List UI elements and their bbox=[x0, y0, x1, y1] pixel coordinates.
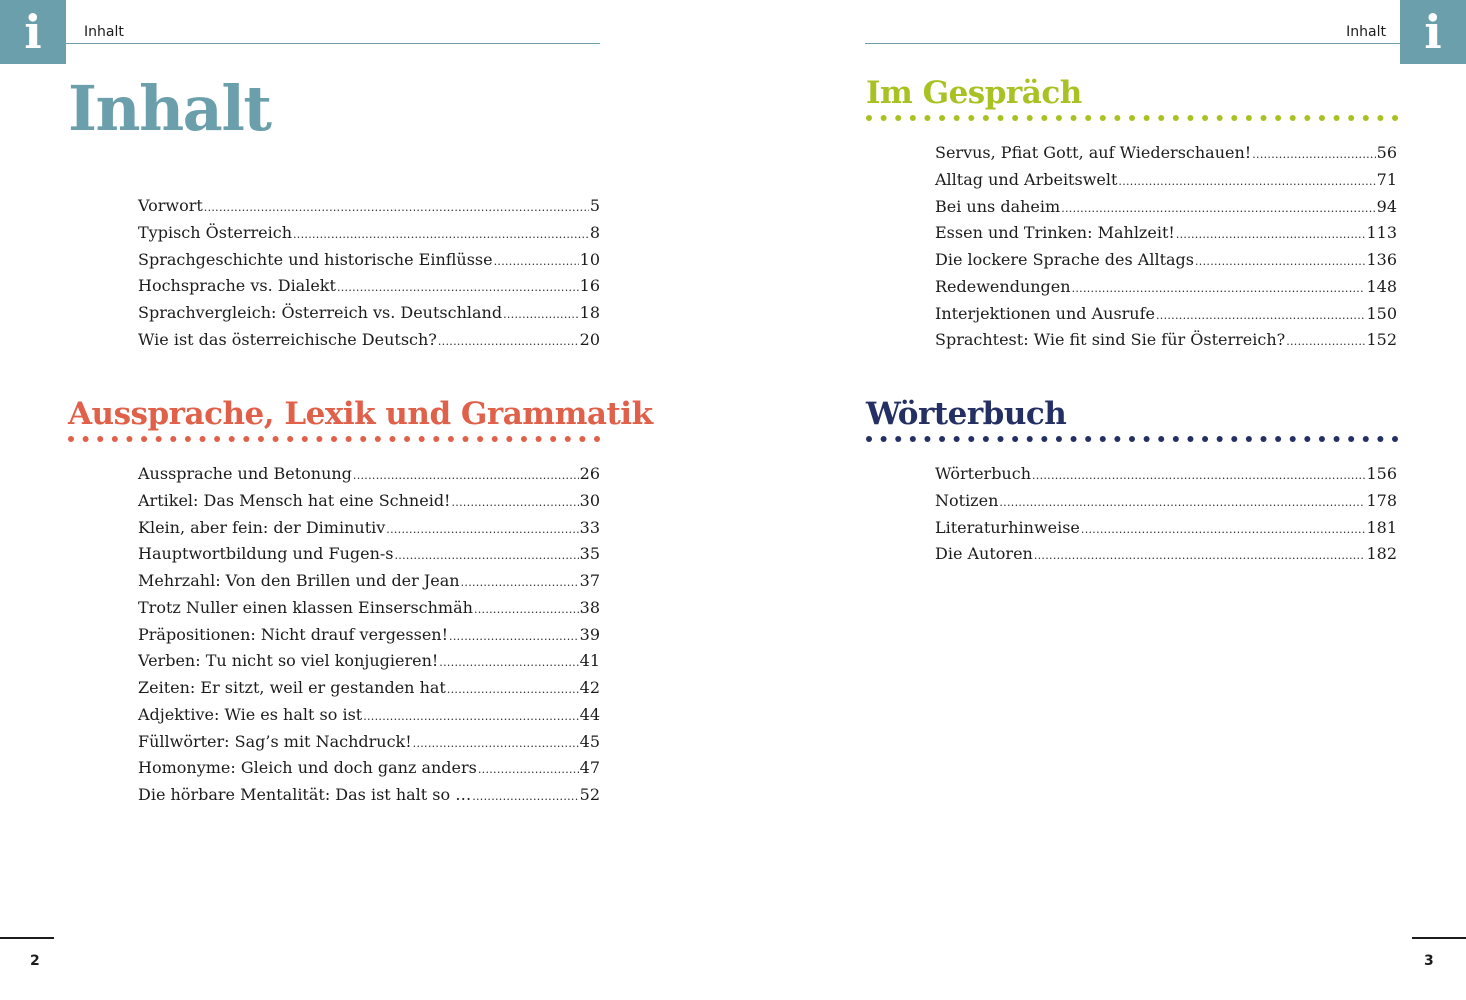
toc-entry-page: 45 bbox=[579, 731, 600, 751]
toc-entry[interactable] bbox=[138, 518, 600, 545]
dot bbox=[1217, 115, 1223, 121]
info-badge-icon: i bbox=[0, 0, 66, 64]
dot bbox=[939, 115, 945, 121]
dot-leader bbox=[447, 678, 579, 697]
dot-leader bbox=[395, 544, 579, 563]
toc-entry-page: 18 bbox=[579, 303, 600, 322]
toc-entry-page: 35 bbox=[579, 544, 600, 564]
dot bbox=[1304, 436, 1310, 442]
toc-entry-title: Die lockere Sprache des Alltags bbox=[935, 250, 1195, 269]
toc-entry-page: 156 bbox=[1366, 464, 1397, 483]
toc-entry-title: Wie ist das österreichische Deutsch? bbox=[138, 329, 437, 349]
toc-entry[interactable] bbox=[138, 223, 600, 250]
dot bbox=[983, 436, 989, 442]
dotted-rule-aussprache bbox=[68, 435, 600, 443]
toc-entry-page: 42 bbox=[579, 678, 600, 697]
dot bbox=[1202, 436, 1208, 442]
dot bbox=[521, 436, 527, 442]
toc-entry[interactable] bbox=[138, 330, 600, 357]
dot bbox=[998, 115, 1004, 121]
dot-leader bbox=[503, 303, 579, 322]
dot bbox=[273, 436, 279, 442]
section-heading-im-gespraech: Im Gespräch bbox=[866, 75, 1082, 111]
toc-entry-title: Bei uns daheim bbox=[935, 196, 1061, 216]
dot bbox=[1100, 115, 1106, 121]
toc-entry[interactable] bbox=[138, 491, 600, 518]
dot bbox=[968, 115, 974, 121]
toc-entry-title: Interjektionen und Ausrufe bbox=[935, 303, 1155, 323]
dot bbox=[433, 436, 439, 442]
toc-entry-title: Verben: Tu nicht so viel konjugieren! bbox=[138, 651, 439, 671]
toc-entry[interactable] bbox=[935, 223, 1397, 250]
toc-entry-page: 150 bbox=[1366, 303, 1397, 323]
dot bbox=[1304, 115, 1310, 121]
toc-entry-page: 41 bbox=[579, 651, 600, 671]
dot bbox=[866, 436, 872, 442]
dot bbox=[477, 436, 483, 442]
toc-entry-title: Artikel: Das Mensch hat eine Schneid! bbox=[138, 490, 451, 510]
dot bbox=[1085, 115, 1091, 121]
dot-leader bbox=[363, 705, 578, 724]
dot bbox=[1319, 436, 1325, 442]
dot bbox=[1158, 436, 1164, 442]
dot bbox=[1012, 436, 1018, 442]
dot bbox=[1377, 436, 1383, 442]
dot bbox=[1129, 115, 1135, 121]
toc-entry-page: 71 bbox=[1376, 169, 1397, 189]
dot bbox=[229, 436, 235, 442]
toc-entry[interactable] bbox=[935, 304, 1397, 331]
dot bbox=[1363, 115, 1369, 121]
dot bbox=[1056, 115, 1062, 121]
section-heading-woerterbuch: Wörterbuch bbox=[866, 396, 1067, 432]
dot-leader bbox=[478, 758, 579, 777]
page-number-right: 3 bbox=[1424, 953, 1434, 969]
dot bbox=[141, 436, 147, 442]
toc-entry-title: Alltag und Arbeitswelt bbox=[935, 169, 1118, 189]
toc-entry[interactable] bbox=[138, 732, 600, 759]
toc-entry-page: 26 bbox=[579, 464, 600, 483]
dot bbox=[1027, 436, 1033, 442]
toc-entry-page: 178 bbox=[1366, 490, 1397, 510]
dot bbox=[1275, 436, 1281, 442]
dot bbox=[360, 436, 366, 442]
toc-entry-title: Füllwörter: Sag’s mit Nachdruck! bbox=[138, 731, 412, 751]
dot bbox=[126, 436, 132, 442]
toc-entry-page: 16 bbox=[579, 276, 600, 296]
toc-entry[interactable] bbox=[935, 250, 1397, 277]
dot bbox=[1056, 436, 1062, 442]
toc-entry-page: 20 bbox=[579, 329, 600, 349]
info-badge-icon: i bbox=[1400, 0, 1466, 64]
toc-entry-title: Homonyme: Gleich und doch ganz anders bbox=[138, 758, 477, 778]
dot bbox=[1275, 115, 1281, 121]
toc-entry-title: Adjektive: Wie es halt so ist bbox=[138, 704, 363, 724]
dot bbox=[1363, 436, 1369, 442]
toc-entry[interactable] bbox=[138, 678, 600, 705]
dot bbox=[1144, 115, 1150, 121]
dot bbox=[1261, 436, 1267, 442]
dot bbox=[170, 436, 176, 442]
dot-leader bbox=[386, 518, 578, 537]
dot-leader bbox=[474, 598, 579, 617]
dot bbox=[1348, 115, 1354, 121]
dot bbox=[1217, 436, 1223, 442]
toc-entry[interactable] bbox=[935, 491, 1397, 518]
toc-entry-page: 182 bbox=[1366, 544, 1397, 564]
dot bbox=[302, 436, 308, 442]
toc-entry-page: 37 bbox=[579, 571, 600, 590]
toc-entry-title: Die Autoren bbox=[935, 544, 1033, 564]
dot-leader bbox=[1118, 170, 1375, 189]
running-head-left: Inhalt bbox=[84, 24, 124, 40]
dot-leader bbox=[1286, 330, 1365, 349]
header-rule-left bbox=[66, 43, 600, 44]
dot bbox=[1334, 115, 1340, 121]
dot bbox=[404, 436, 410, 442]
dot bbox=[1114, 115, 1120, 121]
dot bbox=[998, 436, 1004, 442]
toc-entry-page: 56 bbox=[1376, 143, 1397, 162]
dot-leader bbox=[449, 625, 579, 644]
toc-entry-title: Vorwort bbox=[138, 196, 203, 215]
dot-leader bbox=[1061, 197, 1375, 216]
dot bbox=[1158, 115, 1164, 121]
dot bbox=[1085, 436, 1091, 442]
dot-leader bbox=[413, 732, 579, 751]
dot bbox=[983, 115, 989, 121]
dot bbox=[1392, 115, 1398, 121]
toc-entry[interactable] bbox=[935, 518, 1397, 545]
dot bbox=[895, 436, 901, 442]
dot bbox=[1071, 436, 1077, 442]
toc-entry-page: 30 bbox=[579, 490, 600, 510]
toc-entry-page: 10 bbox=[579, 249, 600, 269]
toc-entry-page: 94 bbox=[1376, 196, 1397, 216]
dot-leader bbox=[461, 571, 579, 590]
dot bbox=[1187, 115, 1193, 121]
dot bbox=[419, 436, 425, 442]
toc-entry-title: Trotz Nuller einen klassen Einserschmäh bbox=[138, 597, 473, 617]
toc-entry[interactable] bbox=[935, 544, 1397, 571]
toc-entry-title: Literaturhinweise bbox=[935, 517, 1080, 537]
section-heading-aussprache: Aussprache, Lexik und Grammatik bbox=[68, 396, 653, 432]
dot bbox=[1129, 436, 1135, 442]
toc-entry[interactable] bbox=[935, 170, 1397, 197]
toc-entry-page: 44 bbox=[579, 704, 600, 724]
toc-entry-title: Zeiten: Er sitzt, weil er gestanden hat bbox=[138, 678, 446, 697]
dot-leader bbox=[1195, 250, 1365, 269]
dot-leader bbox=[1252, 143, 1375, 162]
toc-entry-title: Notizen bbox=[935, 490, 999, 510]
toc-entry[interactable] bbox=[935, 143, 1397, 170]
toc-entry-page: 181 bbox=[1366, 517, 1397, 537]
dot-leader bbox=[451, 491, 578, 510]
dot bbox=[112, 436, 118, 442]
dot bbox=[1246, 436, 1252, 442]
dot-leader bbox=[353, 464, 579, 483]
toc-entry[interactable] bbox=[935, 277, 1397, 304]
toc-entry-title: Aussprache und Betonung bbox=[138, 464, 352, 483]
toc-entry-page: 113 bbox=[1366, 223, 1397, 243]
dot bbox=[331, 436, 337, 442]
dot bbox=[1290, 436, 1296, 442]
dot bbox=[1114, 436, 1120, 442]
dot-leader bbox=[472, 785, 578, 804]
toc-entry[interactable] bbox=[138, 625, 600, 652]
dot bbox=[346, 436, 352, 442]
dot bbox=[1027, 115, 1033, 121]
toc-entry-page: 148 bbox=[1366, 276, 1397, 296]
dot bbox=[866, 115, 872, 121]
toc-entry[interactable] bbox=[935, 330, 1397, 357]
dot bbox=[1202, 115, 1208, 121]
dot-leader bbox=[999, 491, 1365, 510]
toc-entry[interactable] bbox=[138, 303, 600, 330]
toc-entry-title: Sprachvergleich: Österreich vs. Deutschland bbox=[138, 303, 503, 322]
toc-entry-title: Präpositionen: Nicht drauf vergessen! bbox=[138, 624, 449, 644]
dot bbox=[1041, 115, 1047, 121]
toc-entry-title: Sprachgeschichte und historische Einflüsse bbox=[138, 249, 493, 269]
toc-entry-title: Mehrzahl: Von den Brillen und der Jean bbox=[138, 571, 460, 590]
dot bbox=[550, 436, 556, 442]
toc-entry-page: 47 bbox=[579, 758, 600, 778]
toc-entry-title: Wörterbuch bbox=[935, 464, 1031, 483]
toc-entry-page: 152 bbox=[1366, 330, 1397, 350]
dot bbox=[492, 436, 498, 442]
toc-entry[interactable] bbox=[138, 571, 600, 598]
dot-leader bbox=[1156, 304, 1365, 323]
toc-entry[interactable] bbox=[138, 196, 600, 223]
dot bbox=[1173, 115, 1179, 121]
toc-entry[interactable] bbox=[935, 464, 1397, 491]
dot bbox=[910, 436, 916, 442]
toc-entry[interactable] bbox=[138, 250, 600, 277]
dotted-rule-im-gespraech bbox=[866, 114, 1398, 122]
dot bbox=[97, 436, 103, 442]
toc-entry[interactable] bbox=[138, 758, 600, 785]
toc-entry[interactable] bbox=[138, 705, 600, 732]
toc-im-gespraech-list bbox=[935, 143, 1397, 357]
dot bbox=[924, 115, 930, 121]
toc-entry-title: Typisch Österreich bbox=[138, 222, 293, 242]
toc-entry-title: Hauptwortbildung und Fugen-s bbox=[138, 544, 394, 564]
dot bbox=[881, 436, 887, 442]
toc-entry[interactable] bbox=[935, 197, 1397, 224]
dot bbox=[1231, 436, 1237, 442]
dot bbox=[375, 436, 381, 442]
toc-entry[interactable] bbox=[138, 464, 600, 491]
toc-entry[interactable] bbox=[138, 544, 600, 571]
dot bbox=[579, 436, 585, 442]
dot-leader bbox=[1176, 223, 1366, 242]
toc-entry-title: Sprachtest: Wie fit sind Sie für Österreich? bbox=[935, 330, 1286, 350]
dot-leader bbox=[438, 330, 579, 349]
dot bbox=[1187, 436, 1193, 442]
toc-entry-page: 39 bbox=[579, 624, 600, 644]
dot-leader bbox=[1034, 544, 1366, 563]
dot-leader bbox=[204, 196, 589, 215]
dot bbox=[185, 436, 191, 442]
running-head-right: Inhalt bbox=[1346, 24, 1386, 40]
toc-entry-page: 33 bbox=[579, 517, 600, 537]
dot bbox=[1173, 436, 1179, 442]
toc-entry-page: 52 bbox=[579, 785, 600, 804]
dot bbox=[1290, 115, 1296, 121]
toc-entry-title: Die hörbare Mentalität: Das ist halt so … bbox=[138, 785, 472, 804]
dot-leader bbox=[1081, 518, 1366, 537]
dot-leader bbox=[439, 651, 578, 670]
dot bbox=[536, 436, 542, 442]
dot bbox=[389, 436, 395, 442]
dot bbox=[1348, 436, 1354, 442]
toc-entry-title: Redewendungen bbox=[935, 276, 1071, 296]
dot bbox=[448, 436, 454, 442]
dot bbox=[1231, 115, 1237, 121]
toc-entry-page: 8 bbox=[589, 222, 600, 242]
dot bbox=[83, 436, 89, 442]
dot-leader bbox=[1072, 277, 1366, 296]
dot bbox=[924, 436, 930, 442]
dot bbox=[954, 436, 960, 442]
dot bbox=[463, 436, 469, 442]
dot bbox=[594, 436, 600, 442]
dot bbox=[200, 436, 206, 442]
dot bbox=[939, 436, 945, 442]
dot bbox=[1012, 115, 1018, 121]
dot bbox=[1041, 436, 1047, 442]
toc-entry-page: 5 bbox=[589, 196, 600, 215]
toc-entry[interactable] bbox=[138, 598, 600, 625]
toc-aussprache-list bbox=[138, 464, 600, 812]
footer-rule-left bbox=[0, 937, 54, 939]
toc-entry[interactable] bbox=[138, 651, 600, 678]
toc-entry-title: Essen und Trinken: Mahlzeit! bbox=[935, 223, 1175, 243]
toc-entry[interactable] bbox=[138, 785, 600, 812]
dot-leader bbox=[494, 250, 579, 269]
toc-entry-page: 136 bbox=[1366, 250, 1397, 269]
dot bbox=[1246, 115, 1252, 121]
toc-entry-title: Servus, Pfiat Gott, auf Wiederschauen! bbox=[935, 143, 1252, 162]
toc-entry-page: 38 bbox=[579, 597, 600, 617]
toc-intro-list bbox=[138, 196, 600, 357]
dot bbox=[1071, 115, 1077, 121]
page-title: Inhalt bbox=[68, 72, 271, 145]
dot bbox=[1334, 436, 1340, 442]
toc-entry-title: Klein, aber fein: der Diminutiv bbox=[138, 517, 386, 537]
dot bbox=[1377, 115, 1383, 121]
dot bbox=[287, 436, 293, 442]
dot bbox=[968, 436, 974, 442]
dot bbox=[1319, 115, 1325, 121]
page-number-left: 2 bbox=[30, 953, 40, 969]
dot bbox=[214, 436, 220, 442]
dot bbox=[1261, 115, 1267, 121]
dot bbox=[895, 115, 901, 121]
dotted-rule-woerterbuch bbox=[866, 435, 1398, 443]
dot-leader bbox=[293, 223, 589, 242]
toc-entry[interactable] bbox=[138, 276, 600, 303]
toc-woerterbuch-list bbox=[935, 464, 1397, 571]
dot bbox=[954, 115, 960, 121]
dot-leader bbox=[1032, 464, 1365, 483]
dot bbox=[1392, 436, 1398, 442]
dot bbox=[506, 436, 512, 442]
dot bbox=[1144, 436, 1150, 442]
footer-rule-right bbox=[1412, 937, 1466, 939]
dot bbox=[565, 436, 571, 442]
header-rule-right bbox=[865, 43, 1400, 44]
toc-entry-title: Hochsprache vs. Dialekt bbox=[138, 276, 336, 296]
dot bbox=[258, 436, 264, 442]
dot bbox=[910, 115, 916, 121]
dot bbox=[316, 436, 322, 442]
dot-leader bbox=[337, 276, 579, 295]
dot bbox=[156, 436, 162, 442]
dot bbox=[881, 115, 887, 121]
dot bbox=[243, 436, 249, 442]
dot bbox=[1100, 436, 1106, 442]
dot bbox=[68, 436, 74, 442]
